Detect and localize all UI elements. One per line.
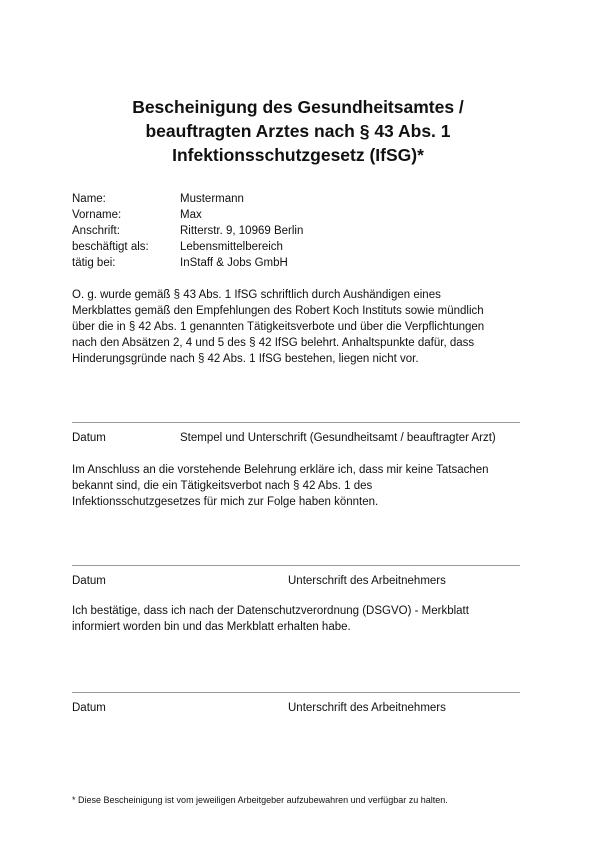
date-label-3: Datum (72, 702, 106, 714)
field-value: Lebensmittelbereich (180, 241, 283, 253)
field-label: Vorname: (72, 209, 122, 221)
field-value: Ritterstr. 9, 10969 Berlin (180, 225, 304, 237)
field-row-vorname (72, 207, 303, 223)
field-label: beschäftigt als: (72, 241, 149, 253)
field-value: InStaff & Jobs GmbH (180, 257, 288, 269)
paragraph-line: Hinderungsgründe nach § 42 Abs. 1 IfSG bestehen, liegen nicht vor. (72, 353, 419, 365)
declaration-paragraph (72, 462, 532, 510)
date-label-2: Datum (72, 575, 106, 587)
paragraph-line: über die in § 42 Abs. 1 genannten Tätigkeitsverbote und über die Verpflichtungen (72, 321, 485, 333)
field-row-name (72, 191, 303, 207)
field-label: Anschrift: (72, 225, 120, 237)
title-line-3: Infektionsschutzgesetz (IfSG)* (172, 145, 424, 165)
paragraph-line: Im Anschluss an die vorstehende Belehrung erkläre ich, dass mir keine Tatsachen (72, 464, 489, 476)
paragraph-line: Infektionsschutzgesetzes für mich zur Folge haben könnten. (72, 496, 379, 508)
field-value: Mustermann (180, 193, 244, 205)
signature-label-3: Unterschrift des Arbeitnehmers (288, 702, 446, 714)
paragraph-line: O. g. wurde gemäß § 43 Abs. 1 IfSG schriftlich durch Aushändigen eines (72, 289, 441, 301)
title-line-1: Bescheinigung des Gesundheitsamtes / (132, 97, 464, 117)
field-row-beschaeftigt-als (72, 239, 303, 255)
document-title (60, 95, 536, 167)
field-label: Name: (72, 193, 106, 205)
paragraph-line: bekannt sind, die ein Tätigkeitsverbot nach § 42 Abs. 1 des (72, 480, 373, 492)
date-label-1: Datum (72, 432, 106, 444)
field-value: Max (180, 209, 202, 221)
signature-line-2 (72, 565, 520, 566)
field-row-anschrift (72, 223, 303, 239)
field-row-taetig-bei (72, 255, 303, 271)
paragraph-line: Ich bestätige, dass ich nach der Datenschutzverordnung (DSGVO) - Merkblatt (72, 605, 469, 617)
gdpr-paragraph (72, 603, 532, 635)
signature-label-1: Stempel und Unterschrift (Gesundheitsamt / beauftragter Arzt) (180, 432, 496, 444)
signature-line-3 (72, 692, 520, 693)
field-label: tätig bei: (72, 257, 116, 269)
paragraph-line: Merkblattes gemäß den Empfehlungen des Robert Koch Instituts sowie mündlich (72, 305, 484, 317)
signature-line-1 (72, 422, 520, 423)
paragraph-line: informiert worden bin und das Merkblatt erhalten habe. (72, 621, 351, 633)
personal-data-fields (72, 191, 303, 271)
paragraph-line: nach den Absätzen 2, 4 und 5 des § 42 IfSG belehrt. Anhaltspunkte dafür, dass (72, 337, 475, 349)
title-line-2: beauftragten Arztes nach § 43 Abs. 1 (145, 121, 451, 141)
signature-label-2: Unterschrift des Arbeitnehmers (288, 575, 446, 587)
instruction-paragraph (72, 287, 532, 367)
footnote: * Diese Bescheinigung ist vom jeweiligen Arbeitgeber aufzubewahren und verfügbar zu halten. (72, 795, 448, 805)
